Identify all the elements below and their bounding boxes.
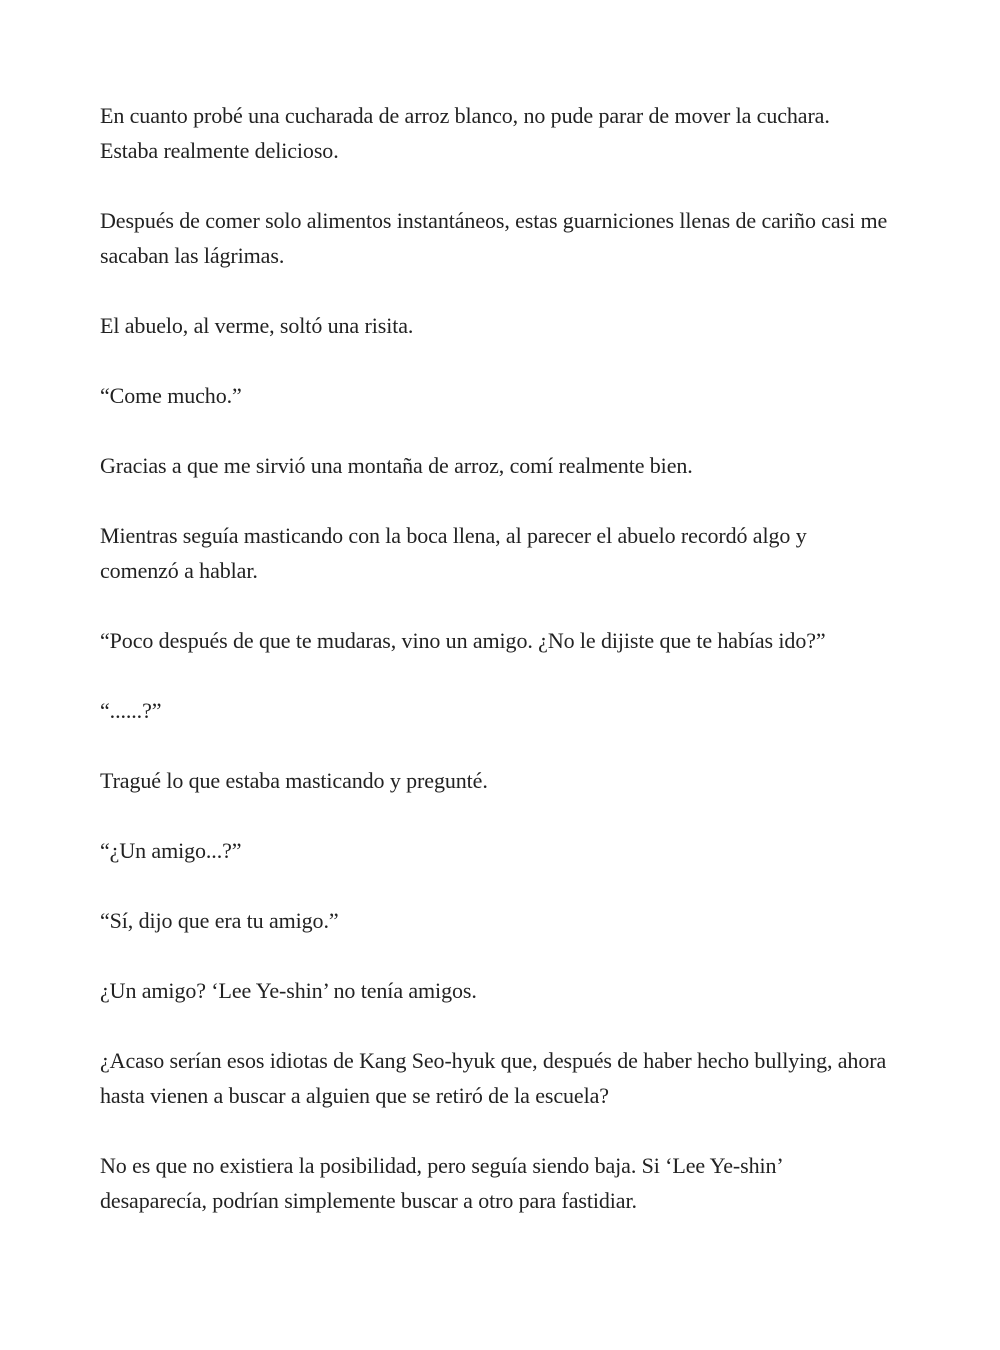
paragraph: El abuelo, al verme, soltó una risita.: [100, 313, 414, 338]
paragraph: “Poco después de que te mudaras, vino un amigo. ¿No le dijiste que te habías ido?”: [100, 628, 826, 653]
document-body: [100, 98, 890, 1253]
paragraph: “Sí, dijo que era tu amigo.”: [100, 908, 339, 933]
paragraph: “¿Un amigo...?”: [100, 838, 242, 863]
paragraph: ¿Un amigo? ‘Lee Ye-shin’ no tenía amigos.: [100, 978, 477, 1003]
paragraph: “......?”: [100, 698, 162, 723]
paragraph: “Come mucho.”: [100, 383, 242, 408]
paragraph: Gracias a que me sirvió una montaña de arroz, comí realmente bien.: [100, 453, 693, 478]
paragraph: En cuanto probé una cucharada de arroz blanco, no pude parar de mover la cuchara. Estaba realmente delicioso.: [100, 103, 830, 163]
paragraph: Después de comer solo alimentos instantáneos, estas guarniciones llenas de cariño casi me sacaban las lágrimas.: [100, 208, 888, 268]
paragraph: Tragué lo que estaba masticando y pregunté.: [100, 768, 488, 793]
paragraph: ¿Acaso serían esos idiotas de Kang Seo-hyuk que, después de haber hecho bullying, ahora hasta vienen a buscar a alguien que se retiró de la escuela?: [100, 1048, 887, 1108]
paragraph: No es que no existiera la posibilidad, pero seguía siendo baja. Si ‘Lee Ye-shin’ desaparecía, podrían simplemente buscar a otro para fastidiar.: [100, 1153, 782, 1213]
paragraph: Mientras seguía masticando con la boca llena, al parecer el abuelo recordó algo y comenzó a hablar.: [100, 523, 807, 583]
